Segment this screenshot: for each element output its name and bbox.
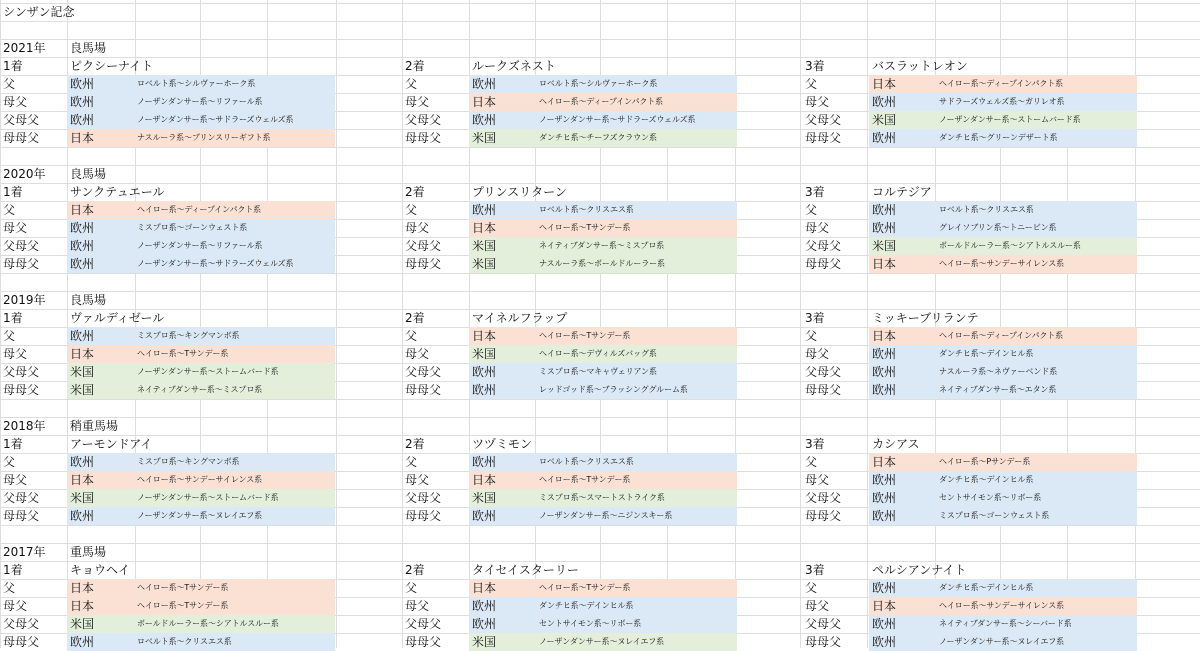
- place-cell[interactable]: 2着: [405, 59, 425, 73]
- region-cell[interactable]: 欧州: [469, 453, 537, 471]
- year-cell[interactable]: 2019年: [3, 293, 46, 307]
- region-cell[interactable]: 米国: [469, 129, 537, 147]
- relation-cell[interactable]: 父: [805, 455, 818, 469]
- region-cell[interactable]: 欧州: [869, 489, 937, 507]
- sire-line-cell[interactable]: ヘイロー系～サンデーサイレンス系: [937, 255, 1137, 273]
- sire-line-cell[interactable]: ヘイロー系～ディープインパクト系: [937, 75, 1137, 93]
- relation-cell[interactable]: 母父: [3, 599, 28, 613]
- relation-cell[interactable]: 父母父: [3, 365, 40, 379]
- relation-cell[interactable]: 母母父: [405, 257, 442, 271]
- region-cell[interactable]: 欧州: [469, 597, 537, 615]
- sire-line-cell[interactable]: ロベルト系～クリスエス系: [937, 201, 1137, 219]
- relation-cell[interactable]: 母父: [805, 221, 830, 235]
- sire-line-cell[interactable]: ナスルーラ系～ネヴァーベンド系: [937, 363, 1137, 381]
- sire-line-cell[interactable]: ヘイロー系～ディープインパクト系: [937, 327, 1137, 345]
- sire-line-cell[interactable]: ミスプロ系～スマートストライク系: [537, 489, 737, 507]
- sire-line-cell[interactable]: ネイティブダンサー系～エタン系: [937, 381, 1137, 399]
- region-cell[interactable]: 欧州: [869, 615, 937, 633]
- relation-cell[interactable]: 父母父: [805, 365, 842, 379]
- relation-cell[interactable]: 母母父: [3, 509, 40, 523]
- relation-cell[interactable]: 父: [3, 77, 16, 91]
- relation-cell[interactable]: 母父: [805, 95, 830, 109]
- relation-cell[interactable]: 母母父: [3, 635, 40, 649]
- region-cell[interactable]: 欧州: [469, 111, 537, 129]
- sire-line-cell[interactable]: サドラーズウェルズ系～ガリレオ系: [937, 93, 1137, 111]
- place-cell[interactable]: 3着: [805, 437, 825, 451]
- row-gridline: [0, 525, 1200, 526]
- place-cell[interactable]: 1着: [3, 185, 23, 199]
- sire-line-cell[interactable]: ヘイロー系～Tサンデー系: [537, 327, 737, 345]
- region-cell[interactable]: 欧州: [869, 345, 937, 363]
- relation-cell[interactable]: 母母父: [3, 383, 40, 397]
- sire-line-cell[interactable]: ヘイロー系～Tサンデー系: [537, 579, 737, 597]
- sire-line-cell[interactable]: グレイソブリン系～トニービン系: [937, 219, 1137, 237]
- relation-cell[interactable]: 母父: [405, 221, 430, 235]
- relation-cell[interactable]: 父: [805, 203, 818, 217]
- relation-cell[interactable]: 母父: [405, 473, 430, 487]
- sire-line-cell[interactable]: ノーザンダンサー系～ヌレイエフ系: [537, 633, 737, 651]
- relation-cell[interactable]: 父母父: [805, 113, 842, 127]
- horse-name-cell[interactable]: ピクシーナイト: [70, 59, 154, 73]
- sire-line-cell[interactable]: ロベルト系～シルヴァーホーク系: [135, 75, 335, 93]
- region-cell[interactable]: 欧州: [67, 237, 135, 255]
- region-cell[interactable]: 米国: [67, 363, 135, 381]
- relation-cell[interactable]: 父: [405, 581, 418, 595]
- region-cell[interactable]: 米国: [469, 633, 537, 651]
- sire-line-cell[interactable]: ダンチヒ系～デインヒル系: [937, 579, 1137, 597]
- region-cell[interactable]: 欧州: [469, 381, 537, 399]
- region-cell[interactable]: 欧州: [869, 381, 937, 399]
- region-cell[interactable]: 米国: [469, 255, 537, 273]
- track-condition-cell[interactable]: 良馬場: [70, 41, 107, 55]
- region-cell[interactable]: 欧州: [67, 507, 135, 525]
- year-cell[interactable]: 2018年: [3, 419, 46, 433]
- horse-name-cell[interactable]: ツヅミモン: [472, 437, 533, 451]
- region-cell[interactable]: 欧州: [67, 633, 135, 651]
- sire-line-cell[interactable]: ノーザンダンサー系～ニジンスキー系: [537, 507, 737, 525]
- sire-line-cell[interactable]: ネイティブダンサー系～ミスプロ系: [537, 237, 737, 255]
- sire-line-cell[interactable]: セントサイモン系～リボー系: [937, 489, 1137, 507]
- relation-cell[interactable]: 父: [3, 581, 16, 595]
- region-cell[interactable]: 日本: [67, 579, 135, 597]
- column-gridline: [800, 0, 801, 648]
- sire-line-cell[interactable]: ネイティブダンサー系～ミスプロ系: [135, 381, 335, 399]
- region-cell[interactable]: 米国: [67, 615, 135, 633]
- track-condition-cell[interactable]: 稍重馬場: [70, 419, 119, 433]
- column-gridline: [336, 0, 337, 648]
- relation-cell[interactable]: 母父: [3, 95, 28, 109]
- region-cell[interactable]: 日本: [67, 201, 135, 219]
- row-gridline: [0, 399, 1200, 400]
- region-cell[interactable]: 日本: [869, 75, 937, 93]
- relation-cell[interactable]: 父: [405, 329, 418, 343]
- region-cell[interactable]: 欧州: [869, 471, 937, 489]
- relation-cell[interactable]: 母母父: [3, 257, 40, 271]
- sire-line-cell[interactable]: ノーザンダンサー系～サドラーズウェルズ系: [537, 111, 737, 129]
- region-cell[interactable]: 日本: [869, 597, 937, 615]
- relation-cell[interactable]: 父: [805, 581, 818, 595]
- region-cell[interactable]: 欧州: [469, 201, 537, 219]
- relation-cell[interactable]: 父: [3, 329, 16, 343]
- relation-cell[interactable]: 父母父: [3, 113, 40, 127]
- region-cell[interactable]: 欧州: [869, 93, 937, 111]
- horse-name-cell[interactable]: コルテジア: [872, 185, 932, 199]
- region-cell[interactable]: 欧州: [67, 75, 135, 93]
- region-cell[interactable]: 欧州: [869, 507, 937, 525]
- region-cell[interactable]: 日本: [67, 597, 135, 615]
- region-cell[interactable]: 米国: [869, 111, 937, 129]
- sire-line-cell[interactable]: ノーザンダンサー系～ヌレイエフ系: [937, 633, 1137, 651]
- sire-line-cell[interactable]: ロベルト系～シルヴァーホーク系: [537, 75, 737, 93]
- region-cell[interactable]: 米国: [67, 381, 135, 399]
- sire-line-cell[interactable]: ミスプロ系～キングマンボ系: [135, 453, 335, 471]
- relation-cell[interactable]: 父母父: [405, 365, 442, 379]
- region-cell[interactable]: 欧州: [67, 219, 135, 237]
- relation-cell[interactable]: 父母父: [405, 617, 442, 631]
- region-cell[interactable]: 欧州: [869, 201, 937, 219]
- sire-line-cell[interactable]: ミスプロ系～ゴーンウェスト系: [135, 219, 335, 237]
- relation-cell[interactable]: 母父: [805, 473, 830, 487]
- relation-cell[interactable]: 母父: [3, 221, 28, 235]
- sire-line-cell[interactable]: ナスルーラ系～プリンスリーギフト系: [135, 129, 335, 147]
- horse-name-cell[interactable]: ペルシアンナイト: [872, 563, 967, 577]
- region-cell[interactable]: 日本: [67, 471, 135, 489]
- region-cell[interactable]: 欧州: [869, 129, 937, 147]
- sire-line-cell[interactable]: ナスルーラ系～ボールドルーラー系: [537, 255, 737, 273]
- relation-cell[interactable]: 父母父: [805, 491, 842, 505]
- relation-cell[interactable]: 母父: [405, 347, 430, 361]
- track-condition-cell[interactable]: 重馬場: [70, 545, 107, 559]
- sire-line-cell[interactable]: ボールドルーラー系～シアトルスルー系: [937, 237, 1137, 255]
- horse-name-cell[interactable]: ルークズネスト: [472, 59, 556, 73]
- region-cell[interactable]: 欧州: [67, 453, 135, 471]
- sire-line-cell[interactable]: ノーザンダンサー系～ストームバード系: [135, 363, 335, 381]
- sire-line-cell[interactable]: ヘイロー系～ディープインパクト系: [135, 201, 335, 219]
- sire-line-cell[interactable]: ダンチヒ系～グリーンデザート系: [937, 129, 1137, 147]
- region-cell[interactable]: 日本: [869, 327, 937, 345]
- sire-line-cell[interactable]: ダンチヒ系～デインヒル系: [537, 597, 737, 615]
- relation-cell[interactable]: 母母父: [3, 131, 40, 145]
- region-cell[interactable]: 日本: [469, 327, 537, 345]
- place-cell[interactable]: 3着: [805, 311, 825, 325]
- sire-line-cell[interactable]: ダンチヒ系～デインヒル系: [937, 345, 1137, 363]
- relation-cell[interactable]: 父母父: [405, 491, 442, 505]
- sire-line-cell[interactable]: ノーザンダンサー系～サドラーズウェルズ系: [135, 111, 335, 129]
- sire-line-cell[interactable]: ノーザンダンサー系～リファール系: [135, 237, 335, 255]
- horse-name-cell[interactable]: キョウヘイ: [70, 563, 131, 577]
- relation-cell[interactable]: 父: [405, 77, 418, 91]
- row-gridline: [0, 147, 1200, 148]
- region-cell[interactable]: 欧州: [67, 327, 135, 345]
- region-cell[interactable]: 日本: [469, 219, 537, 237]
- relation-cell[interactable]: 母母父: [805, 383, 842, 397]
- sire-line-cell[interactable]: ヘイロー系～Tサンデー系: [135, 579, 335, 597]
- region-cell[interactable]: 米国: [469, 345, 537, 363]
- relation-cell[interactable]: 父: [3, 203, 16, 217]
- sire-line-cell[interactable]: ヘイロー系～Tサンデー系: [537, 471, 737, 489]
- region-cell[interactable]: 日本: [469, 579, 537, 597]
- place-cell[interactable]: 3着: [805, 563, 825, 577]
- sire-line-cell[interactable]: ヘイロー系～ディープインパクト系: [537, 93, 737, 111]
- horse-name-cell[interactable]: カシアス: [872, 437, 920, 451]
- relation-cell[interactable]: 母父: [405, 599, 430, 613]
- relation-cell[interactable]: 母父: [3, 347, 28, 361]
- horse-name-cell[interactable]: サンクテュエール: [70, 185, 165, 199]
- region-cell[interactable]: 米国: [67, 489, 135, 507]
- relation-cell[interactable]: 母母父: [805, 635, 842, 649]
- relation-cell[interactable]: 母母父: [805, 257, 842, 271]
- place-cell[interactable]: 2着: [405, 437, 425, 451]
- region-cell[interactable]: 欧州: [67, 255, 135, 273]
- place-cell[interactable]: 2着: [405, 311, 425, 325]
- sire-line-cell[interactable]: レッドゴッド系～ブラッシンググルーム系: [537, 381, 737, 399]
- place-cell[interactable]: 3着: [805, 59, 825, 73]
- horse-name-cell[interactable]: タイセイスターリー: [472, 563, 579, 577]
- region-cell[interactable]: 欧州: [869, 579, 937, 597]
- sire-line-cell[interactable]: ノーザンダンサー系～ヌレイエフ系: [135, 507, 335, 525]
- sire-line-cell[interactable]: ダンチヒ系～チーフズクラウン系: [537, 129, 737, 147]
- region-cell[interactable]: 日本: [67, 345, 135, 363]
- relation-cell[interactable]: 母母父: [405, 635, 442, 649]
- region-cell[interactable]: 欧州: [469, 363, 537, 381]
- relation-cell[interactable]: 母母父: [805, 509, 842, 523]
- region-cell[interactable]: 欧州: [469, 615, 537, 633]
- sire-line-cell[interactable]: ノーザンダンサー系～ストームバード系: [135, 489, 335, 507]
- sire-line-cell[interactable]: ミスプロ系～キングマンボ系: [135, 327, 335, 345]
- year-cell[interactable]: 2020年: [3, 167, 46, 181]
- relation-cell[interactable]: 母母父: [405, 131, 442, 145]
- horse-name-cell[interactable]: ヴァルディゼール: [70, 311, 165, 325]
- horse-name-cell[interactable]: ミッキーブリランテ: [872, 311, 979, 325]
- sire-line-cell[interactable]: ヘイロー系～Tサンデー系: [537, 219, 737, 237]
- sire-line-cell[interactable]: ロベルト系～クリスエス系: [537, 453, 737, 471]
- region-cell[interactable]: 欧州: [869, 633, 937, 651]
- sire-line-cell[interactable]: ノーザンダンサー系～サドラーズウェルズ系: [135, 255, 335, 273]
- horse-name-cell[interactable]: プリンスリターン: [472, 185, 567, 199]
- relation-cell[interactable]: 父: [405, 455, 418, 469]
- sire-line-cell[interactable]: ミスプロ系～ゴーンウェスト系: [937, 507, 1137, 525]
- place-cell[interactable]: 1着: [3, 59, 23, 73]
- region-cell[interactable]: 米国: [469, 237, 537, 255]
- sire-line-cell[interactable]: ノーザンダンサー系～リファール系: [135, 93, 335, 111]
- relation-cell[interactable]: 父母父: [405, 113, 442, 127]
- region-cell[interactable]: 日本: [869, 453, 937, 471]
- sire-line-cell[interactable]: ヘイロー系～サンデーサイレンス系: [135, 471, 335, 489]
- region-cell[interactable]: 欧州: [67, 93, 135, 111]
- sire-line-cell[interactable]: ボールドルーラー系～シアトルスルー系: [135, 615, 335, 633]
- horse-name-cell[interactable]: マイネルフラップ: [472, 311, 568, 325]
- sire-line-cell[interactable]: ノーザンダンサー系～ストームバード系: [937, 111, 1137, 129]
- sire-line-cell[interactable]: ミスプロ系～マキャヴェリアン系: [537, 363, 737, 381]
- sire-line-cell[interactable]: ヘイロー系～Tサンデー系: [135, 597, 335, 615]
- region-cell[interactable]: 日本: [469, 93, 537, 111]
- relation-cell[interactable]: 父母父: [3, 617, 40, 631]
- year-cell[interactable]: 2021年: [3, 41, 46, 55]
- relation-cell[interactable]: 父: [3, 455, 16, 469]
- year-cell[interactable]: 2017年: [3, 545, 46, 559]
- relation-cell[interactable]: 母母父: [805, 131, 842, 145]
- row-gridline: [0, 273, 1200, 274]
- region-cell[interactable]: 欧州: [67, 111, 135, 129]
- place-cell[interactable]: 2着: [405, 185, 425, 199]
- relation-cell[interactable]: 母父: [805, 599, 830, 613]
- sire-line-cell[interactable]: ダンチヒ系～デインヒル系: [937, 471, 1137, 489]
- place-cell[interactable]: 1着: [3, 563, 23, 577]
- relation-cell[interactable]: 父母父: [3, 491, 40, 505]
- relation-cell[interactable]: 母母父: [405, 509, 442, 523]
- relation-cell[interactable]: 父: [805, 77, 818, 91]
- region-cell[interactable]: 欧州: [469, 507, 537, 525]
- relation-cell[interactable]: 母父: [405, 95, 430, 109]
- track-condition-cell[interactable]: 良馬場: [70, 293, 107, 307]
- relation-cell[interactable]: 父: [405, 203, 418, 217]
- region-cell[interactable]: 米国: [869, 237, 937, 255]
- place-cell[interactable]: 3着: [805, 185, 825, 199]
- sire-line-cell[interactable]: ネイティブダンサー系～シーバード系: [937, 615, 1137, 633]
- region-cell[interactable]: 欧州: [469, 75, 537, 93]
- relation-cell[interactable]: 母母父: [405, 383, 442, 397]
- region-cell[interactable]: 欧州: [869, 363, 937, 381]
- relation-cell[interactable]: 父母父: [405, 239, 442, 253]
- relation-cell[interactable]: 父: [805, 329, 818, 343]
- relation-cell[interactable]: 母父: [3, 473, 28, 487]
- region-cell[interactable]: 米国: [469, 489, 537, 507]
- relation-cell[interactable]: 父母父: [3, 239, 40, 253]
- place-cell[interactable]: 1着: [3, 437, 23, 451]
- sire-line-cell[interactable]: ヘイロー系～Pサンデー系: [937, 453, 1137, 471]
- sire-line-cell[interactable]: ヘイロー系～デヴィルズバッグ系: [537, 345, 737, 363]
- sire-line-cell[interactable]: ロベルト系～クリスエス系: [135, 633, 335, 651]
- relation-cell[interactable]: 母父: [805, 347, 830, 361]
- horse-name-cell[interactable]: バスラットレオン: [872, 59, 968, 73]
- sire-line-cell[interactable]: セントサイモン系～リボー系: [537, 615, 737, 633]
- region-cell[interactable]: 欧州: [869, 219, 937, 237]
- sire-line-cell[interactable]: ロベルト系～クリスエス系: [537, 201, 737, 219]
- relation-cell[interactable]: 父母父: [805, 617, 842, 631]
- region-cell[interactable]: 日本: [67, 129, 135, 147]
- sheet-title-cell[interactable]: シンザン記念: [3, 5, 75, 19]
- region-cell[interactable]: 日本: [869, 255, 937, 273]
- place-cell[interactable]: 2着: [405, 563, 425, 577]
- row-gridline: [0, 3, 1200, 4]
- horse-name-cell[interactable]: アーモンドアイ: [70, 437, 153, 451]
- sire-line-cell[interactable]: ヘイロー系～サンデーサイレンス系: [937, 597, 1137, 615]
- region-cell[interactable]: 日本: [469, 471, 537, 489]
- relation-cell[interactable]: 父母父: [805, 239, 842, 253]
- row-gridline: [0, 21, 1200, 22]
- sire-line-cell[interactable]: ヘイロー系～Tサンデー系: [135, 345, 335, 363]
- track-condition-cell[interactable]: 良馬場: [70, 167, 107, 181]
- place-cell[interactable]: 1着: [3, 311, 23, 325]
